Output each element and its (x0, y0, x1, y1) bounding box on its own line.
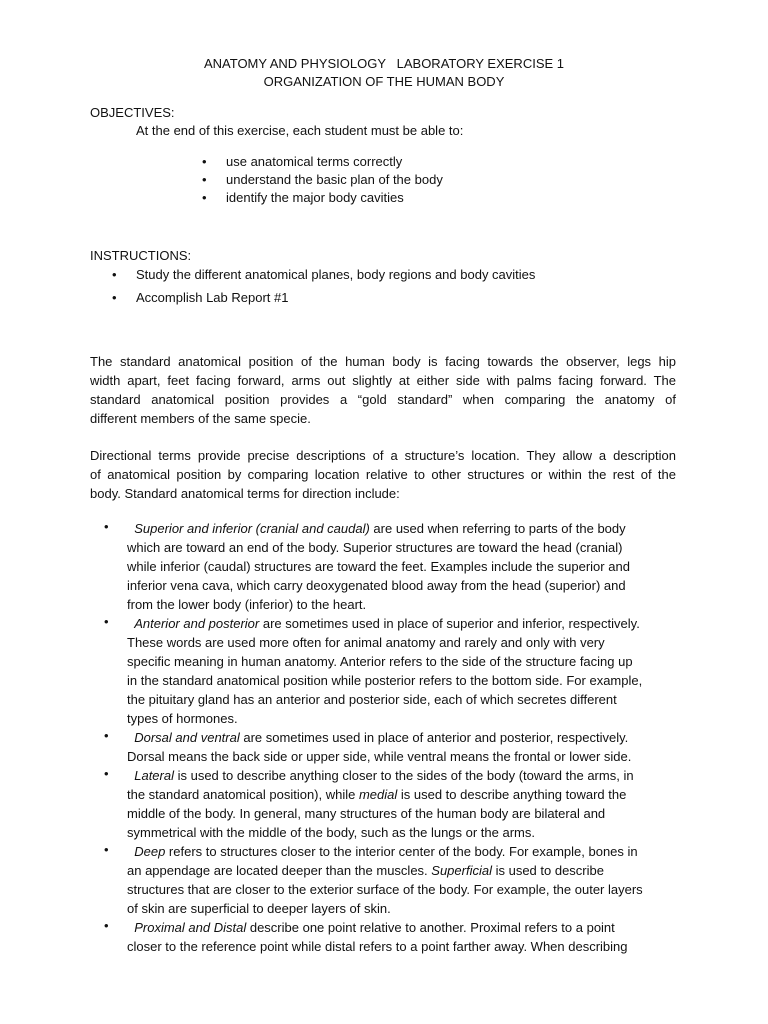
text-fragment: are used when referring to parts of the body (369, 521, 626, 536)
term-italic: Proximal and Distal (134, 920, 247, 935)
text-line: body. Standard anatomical terms for direction include: (90, 486, 400, 501)
objectives-intro: At the end of this exercise, each student must be able to: (136, 123, 464, 138)
instruction-item: Study the different anatomical planes, body regions and body cavities (136, 267, 536, 282)
bullet: • (104, 842, 109, 857)
text-line (127, 728, 684, 747)
list-item (104, 519, 684, 614)
term-italic: Superficial (431, 863, 492, 878)
text-fragment: an appendage are located deeper than the muscles. (127, 863, 432, 878)
term-italic: Superior and inferior (cranial and caudal) (134, 521, 370, 536)
text-line: of anatomical position by comparing location relative to other structures or within the rest of the (90, 467, 676, 482)
text-fragment: refers to structures closer to the interior center of the body. For example, bones in (165, 844, 638, 859)
text-line (127, 918, 684, 937)
text-fragment: describe one point relative to another. Proximal refers to a point (246, 920, 615, 935)
document-subtitle: ORGANIZATION OF THE HUMAN BODY (263, 74, 505, 89)
paragraph-directional-terms (90, 446, 676, 503)
bullet: • (104, 519, 109, 534)
text-line: The standard anatomical position of the human body is facing towards the observer, legs hip (90, 354, 676, 369)
text-line: while inferior (caudal) structures are toward the feet. Examples include the superior and (127, 559, 630, 574)
text-line (127, 785, 684, 804)
list-item (104, 766, 684, 842)
text-fragment: is used to describe anything toward the (397, 787, 627, 802)
text-line: standard anatomical position provides a “gold standard” when comparing the anatomy of (90, 392, 676, 407)
text-line: closer to the reference point while distal refers to a point farther away. When describing (127, 939, 628, 954)
text-fragment: are sometimes used in place of superior and inferior, respectively. (259, 616, 640, 631)
directional-terms-list (104, 519, 684, 956)
list-item (104, 614, 684, 728)
text-line: of skin are superficial to deeper layers of skin. (127, 901, 391, 916)
list-item (104, 842, 684, 918)
bullet: • (112, 290, 117, 305)
instruction-item: Accomplish Lab Report #1 (136, 290, 289, 305)
bullet: • (104, 614, 109, 629)
text-line: Dorsal means the back side or upper side, while ventral means the frontal or lower side. (127, 749, 632, 764)
term-italic: Anterior and posterior (134, 616, 260, 631)
document-title: ANATOMY AND PHYSIOLOGY LABORATORY EXERCISE 1 (203, 56, 565, 71)
text-fragment: are sometimes used in place of anterior and posterior, respectively. (239, 730, 629, 745)
objective-item: understand the basic plan of the body (226, 172, 443, 187)
bullet: • (202, 172, 207, 187)
bullet: • (202, 154, 207, 169)
text-line: width apart, feet facing forward, arms out slightly at either side with palms facing forward. The (90, 373, 676, 388)
term-italic: Dorsal and ventral (134, 730, 240, 745)
text-line: the pituitary gland has an anterior and posterior side, each of which secretes different (127, 692, 617, 707)
text-line: from the lower body (inferior) to the heart. (127, 597, 367, 612)
paragraph-anatomical-position (90, 352, 676, 428)
bullet: • (202, 190, 207, 205)
objective-item: use anatomical terms correctly (226, 154, 403, 169)
text-line (127, 614, 684, 633)
text-line: in the standard anatomical position while posterior refers to the bottom side. For example, (127, 673, 643, 688)
text-line: different members of the same specie. (90, 411, 311, 426)
text-line: Directional terms provide precise descriptions of a structure’s location. They allow a description (90, 448, 676, 463)
bullet: • (112, 267, 117, 282)
objective-item: identify the major body cavities (226, 190, 404, 205)
text-line: middle of the body. In general, many structures of the human body are bilateral and (127, 806, 606, 821)
text-line: inferior vena cava, which carry deoxygenated blood away from the head (superior) and (127, 578, 626, 593)
instructions-heading: INSTRUCTIONS: (90, 248, 192, 263)
bullet: • (104, 766, 109, 781)
term-italic: medial (358, 787, 398, 802)
text-line (127, 861, 684, 880)
text-fragment: is used to describe (491, 863, 604, 878)
objectives-heading: OBJECTIVES: (90, 105, 175, 120)
bullet: • (104, 728, 109, 743)
text-line (127, 842, 684, 861)
list-item (104, 728, 684, 766)
text-line (127, 519, 684, 538)
text-line: These words are used more often for animal anatomy and rarely and only with very (127, 635, 605, 650)
term-italic: Deep (134, 844, 166, 859)
text-fragment: the standard anatomical position), while (127, 787, 359, 802)
text-line: symmetrical with the middle of the body, such as the lungs or the arms. (127, 825, 535, 840)
text-line: structures that are closer to the exterior surface of the body. For example, the outer layers (127, 882, 643, 897)
text-line (127, 766, 684, 785)
bullet: • (104, 918, 109, 933)
text-line: types of hormones. (127, 711, 238, 726)
text-line: which are toward an end of the body. Superior structures are toward the head (cranial) (127, 540, 623, 555)
text-line: specific meaning in human anatomy. Anterior refers to the side of the structure facing up (127, 654, 633, 669)
term-italic: Lateral (134, 768, 174, 783)
text-fragment: is used to describe anything closer to the sides of the body (toward the arms, in (173, 768, 634, 783)
list-item (104, 918, 684, 956)
